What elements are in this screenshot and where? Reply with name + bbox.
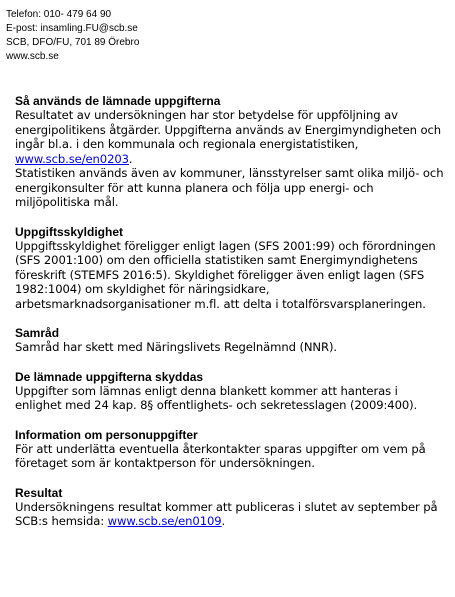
contact-website: www.scb.se [6,51,59,62]
section-heading-personal-data: Information om personuppgifter [15,427,198,442]
section-heading-results: Resultat [15,485,63,500]
section-heading-protection: De lämnade uppgifterna skyddas [15,369,204,384]
section-body-obligation: Uppgiftsskyldighet föreligger enligt lagen (SFS 2001:99) och förordningen (SFS 2001:100) om den officiella statistiken samt Energimyndighetens föreskrift (STEMFS 2016:5). Skyldighet föreligger även enligt lagen (SFS 1982:1004) om skyldighet för näringsidkare, arbetsmarknadsorganisationer m.fl. att delta i totalförsvarsplaneringen. [15,238,436,311]
section-body-protection: Uppgifter som lämnas enligt denna blankett kommer att hanteras i enlighet med 24 kap. 8§ offentlighets- och sekretesslagen (2009:400). [15,383,418,412]
usage-text-end: . [128,151,133,166]
section-heading-usage: Så används de lämnade uppgifterna [15,94,221,108]
section-heading-consultation: Samråd [15,326,60,340]
section-results [15,486,445,529]
contact-block [6,8,139,64]
document-content [15,94,445,544]
results-text-end: . [221,514,226,528]
section-personal-data [15,428,445,471]
section-body-consultation: Samråd har skett med Näringslivets Regelnämnd (NNR). [15,340,337,354]
section-obligation [15,225,445,312]
usage-text: Resultatet av undersökningen har stor betydelse för uppföljning av energipolitikens åtgärder. Uppgifterna används av Energimyndigheten och ingår bl.a. i den kommunala och regionala energistatistiken, [15,108,442,151]
contact-address: SCB, DFO/FU, 701 89 Örebro [6,37,140,48]
section-body-usage [15,108,445,210]
section-consultation [15,326,445,355]
section-protection [15,370,445,413]
usage-text-2: Statistiken används även av kommuner, länsstyrelser samt olika miljö- och energikonsulter för att kunna planera och följa upp energi- och miljöpolitiska mål. [15,166,444,209]
energy-statistics-link[interactable]: www.scb.se/en0203 [15,151,129,166]
section-body-personal-data: För att underlätta eventuella återkontakter sparas uppgifter om vem på företaget som är kontaktperson för undersökningen. [15,441,426,470]
contact-phone: Telefon: 010- 479 64 90 [6,9,112,20]
contact-email: E-post: insamling.FU@scb.se [6,23,138,34]
section-usage [15,94,445,210]
results-text: Undersökningens resultat kommer att publiceras i slutet av september på SCB:s hemsida: [15,499,438,528]
section-body-results [15,500,445,529]
results-link[interactable]: www.scb.se/en0109 [107,514,222,528]
section-heading-obligation: Uppgiftsskyldighet [15,224,124,239]
